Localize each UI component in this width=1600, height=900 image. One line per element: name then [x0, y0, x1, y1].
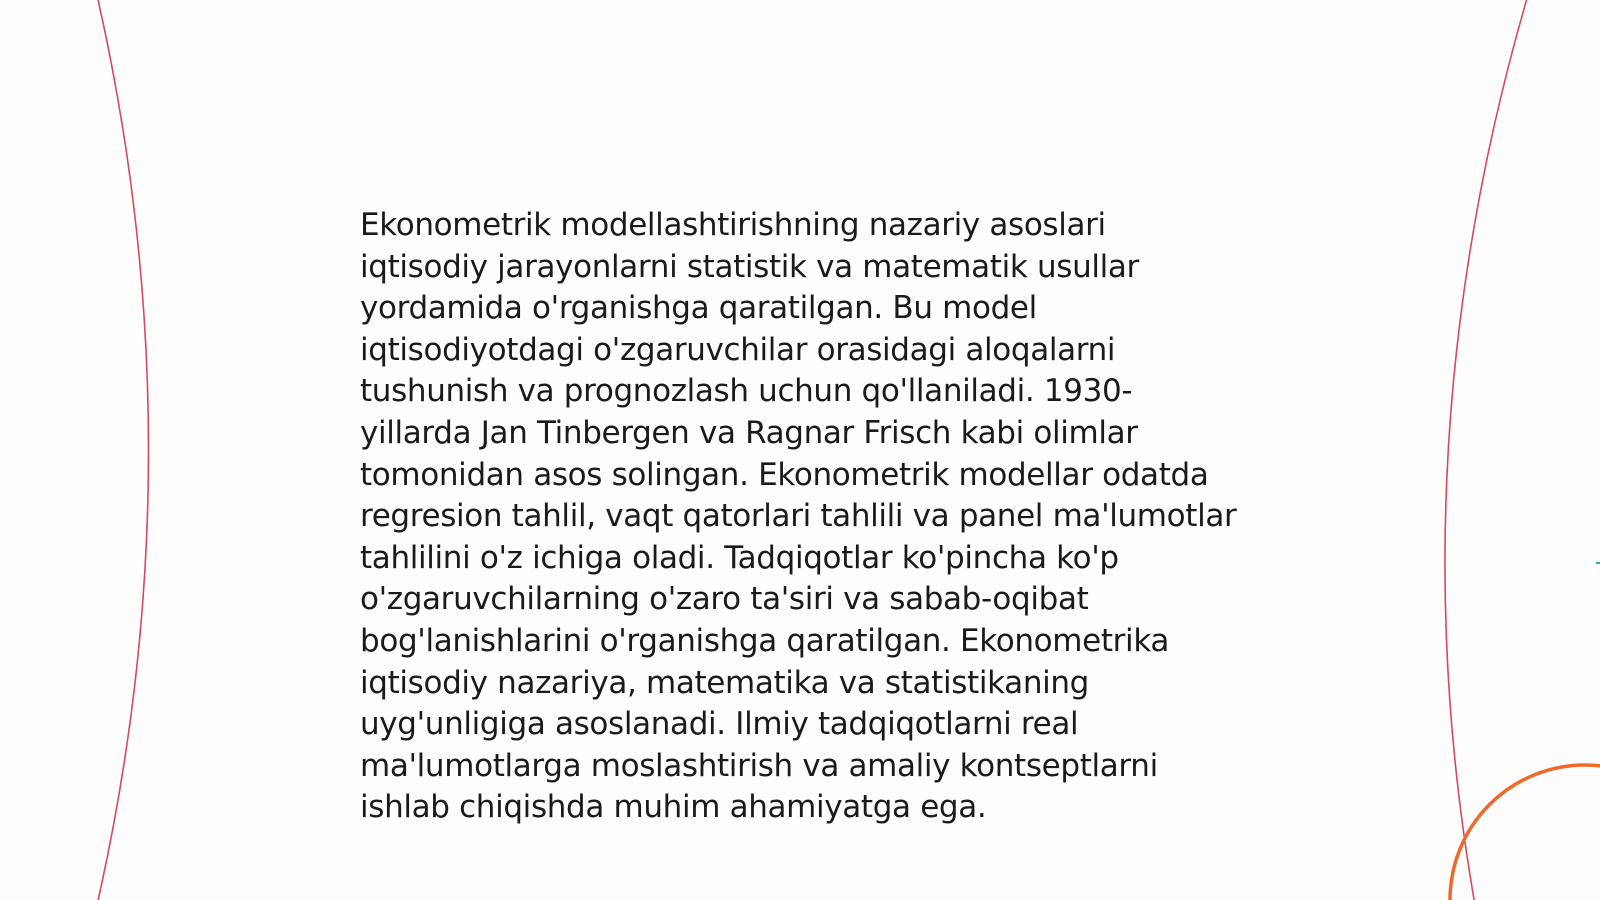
left-curve: [97, 0, 149, 900]
orange-circle: [1450, 765, 1600, 900]
right-curve: [1445, 0, 1528, 900]
body-paragraph: Ekonometrik modellashtirishning nazariy asoslari iqtisodiy jarayonlarni statistik va matematik usullar yordamida o'rganishga qaratilgan. Bu model iqtisodiyotdagi o'zgaruvchilar orasidagi aloqalarni tushunish va prognozlash uchun qo'llaniladi. 1930-yillarda Jan Tinbergen va Ragnar Frisch kabi olimlar tomonidan asos solingan. Ekonometrik modellar odatda regresion tahlil, vaqt qatorlari tahlili va panel ma'lumotlar tahlilini o'z ichiga oladi. Tadqiqotlar ko'pincha ko'p o'zgaruvchilarning o'zaro ta'siri va sabab-oqibat bog'lanishlarini o'rganishga qaratilgan. Ekonometrika iqtisodiy nazariya, matematika va statistikaning uyg'unligiga asoslanadi. Ilmiy tadqiqotlarni real ma'lumotlarga moslashtirish va amaliy kontseptlarni ishlab chiqishda muhim ahamiyatga ega.: [360, 207, 1237, 826]
